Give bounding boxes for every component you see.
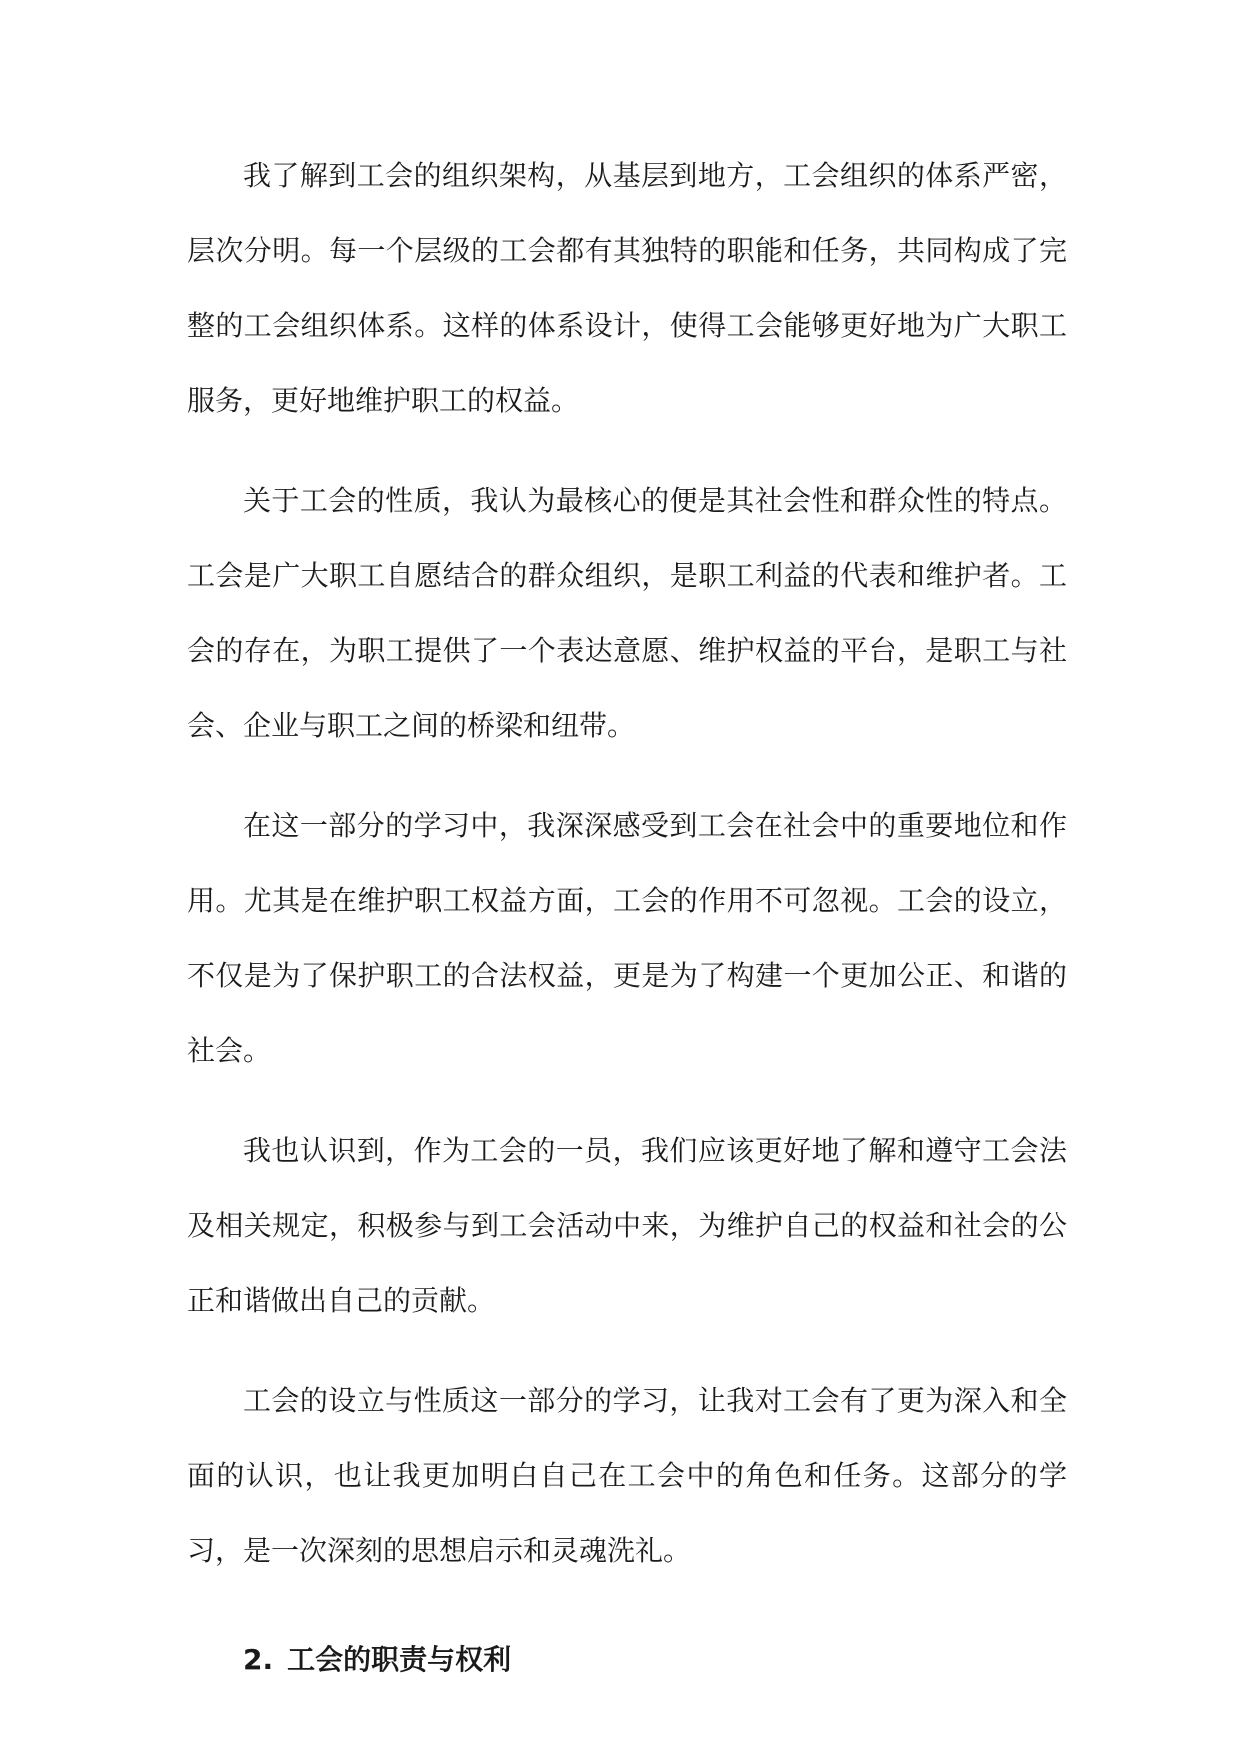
paragraph-union-role: 在这一部分的学习中，我深深感受到工会在社会中的重要地位和作用。尤其是在维护职工权益方面，工会的作用不可忽视。工会的设立，不仅是为了保护职工的合法权益，更是为了构建一个更加公正、和谐的社会。 (187, 809, 1067, 1067)
section-heading (243, 1630, 1067, 1690)
paragraph-summary: 工会的设立与性质这一部分的学习，让我对工会有了更为深入和全面的认识，也让我更加明白自己在工会中的角色和任务。这部分的学习，是一次深刻的思想启示和灵魂洗礼。 (187, 1384, 1067, 1567)
section-number: 2. (243, 1643, 274, 1676)
section-title: 工会的职责与权利 (287, 1643, 512, 1676)
paragraph-member-duty: 我也认识到，作为工会的一员，我们应该更好地了解和遵守工会法及相关规定，积极参与到工会活动中来，为维护自己的权益和社会的公正和谐做出自己的贡献。 (187, 1134, 1067, 1317)
paragraph-org-structure: 我了解到工会的组织架构，从基层到地方，工会组织的体系严密，层次分明。每一个层级的工会都有其独特的职能和任务，共同构成了完整的工会组织体系。这样的体系设计，使得工会能够更好地为广大职工服务，更好地维护职工的权益。 (187, 159, 1067, 417)
paragraph-union-nature: 关于工会的性质，我认为最核心的便是其社会性和群众性的特点。工会是广大职工自愿结合的群众组织，是职工利益的代表和维护者。工会的存在，为职工提供了一个表达意愿、维护权益的平台，是职工与社会、企业与职工之间的桥梁和纽带。 (187, 484, 1067, 742)
document-page (187, 138, 1067, 1690)
